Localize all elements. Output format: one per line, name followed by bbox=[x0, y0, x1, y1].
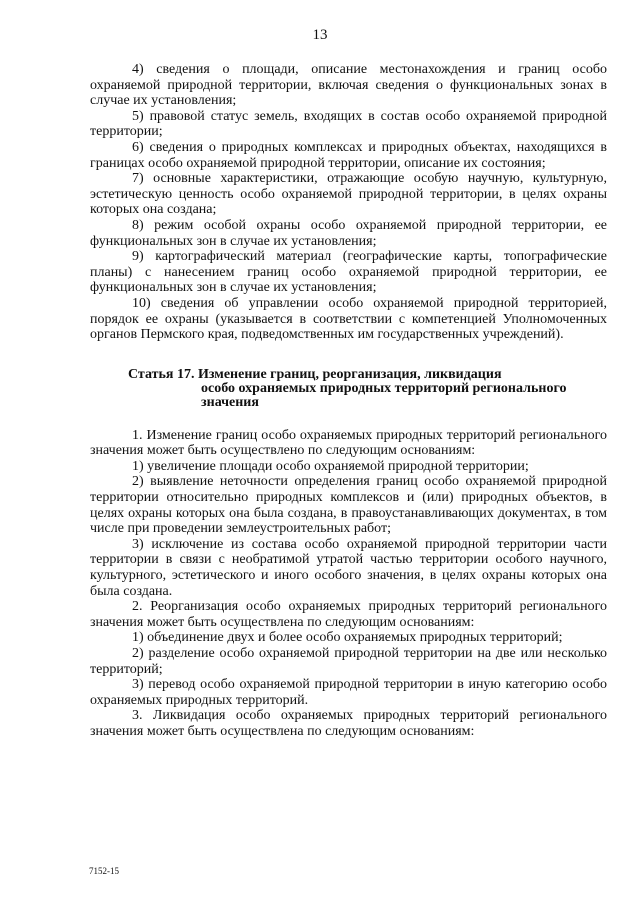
clause-1-item-2: 2) выявление неточности определения границ особо охраняемой природной территории относительно природных комплексов и (или) природных объектов, в целях охраны которых она была создана, в правоустанавливающих документах, в том числе при проведении землеустроительных работ; bbox=[90, 474, 607, 537]
paragraph-item-9: 9) картографический материал (географические карты, топографические планы) с нанесением границ особо охраняемой природной территории, ее функциональных зон в случае их установления; bbox=[90, 249, 607, 296]
clause-1-item-1: 1) увеличение площади особо охраняемой природной территории; bbox=[132, 458, 529, 474]
article-heading-line-3: значения bbox=[201, 394, 259, 410]
clause-2-item-2: 2) разделение особо охраняемой природной территории на две или несколько территорий; bbox=[90, 646, 607, 677]
paragraph-item-5: 5) правовой статус земель, входящих в состав особо охраняемой природной территории; bbox=[90, 108, 607, 140]
clause-2-item-3: 3) перевод особо охраняемой природной территории в иную категорию особо охраняемых природных территорий. bbox=[90, 677, 607, 708]
paragraph-item-6: 6) сведения о природных комплексах и природных объектах, находящихся в границах особо охраняемой природной территории, описание их состояния; bbox=[90, 139, 607, 171]
clause-2: 2. Реорганизация особо охраняемых природных территорий регионального значения может быть осуществлена по следующим основаниям: bbox=[90, 599, 607, 630]
paragraph-item-8: 8) режим особой охраны особо охраняемой природной территории, ее функциональных зон в случае их установления; bbox=[90, 217, 607, 249]
document-body bbox=[90, 62, 607, 740]
page-number: 13 bbox=[312, 27, 328, 43]
paragraph-item-4: 4) сведения о площади, описание местонахождения и границ особо охраняемой природной территории, включая сведения о функциональных зонах в случае их установления; bbox=[90, 62, 607, 109]
clause-2-item-1: 1) объединение двух и более особо охраняемых природных территорий; bbox=[132, 630, 563, 646]
article-heading-line-2: особо охраняемых природных территорий регионального bbox=[201, 380, 567, 396]
document-code: 7152-15 bbox=[89, 866, 119, 876]
article-heading bbox=[90, 368, 607, 410]
clause-3: 3. Ликвидация особо охраняемых природных территорий регионального значения может быть осуществлена по следующим основаниям: bbox=[90, 708, 607, 739]
article-heading-line-1: Статья 17. Изменение границ, реорганизация, ликвидация bbox=[128, 366, 502, 382]
clause-1: 1. Изменение границ особо охраняемых природных территорий регионального значения может быть осуществлено по следующим основаниям: bbox=[90, 427, 607, 459]
paragraph-item-10: 10) сведения об управлении особо охраняемой природной территорией, порядок ее охраны (указывается в соответствии с компетенцией Уполномоченных органов Пермского края, подведомственных им государственных учреждений). bbox=[90, 295, 607, 343]
clause-1-item-3: 3) исключение из состава особо охраняемой природной территории части территории в связи с необратимой утратой частью территории особого научного, культурного, эстетического и иного особого значения, в целях охраны которых она была создана. bbox=[90, 536, 607, 599]
paragraph-item-7: 7) основные характеристики, отражающие особую научную, культурную, эстетическую ценность особо охраняемой природной территории, в целях охраны которых она создана; bbox=[90, 171, 607, 218]
